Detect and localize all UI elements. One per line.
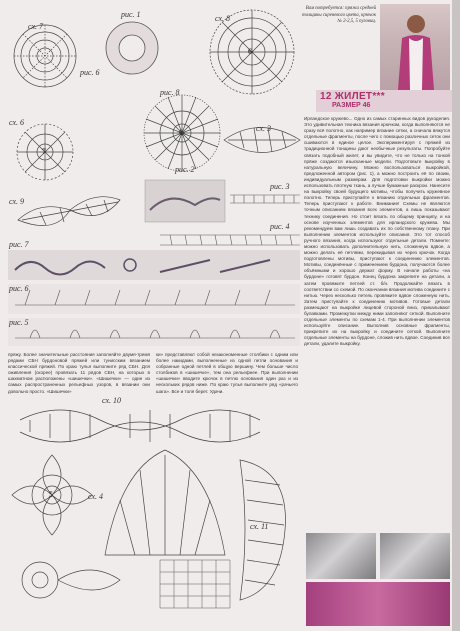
label-ris7: рис. 7: [9, 240, 29, 249]
photo-finished-vest: [306, 582, 450, 626]
motif-number-7: 7: [42, 147, 46, 156]
motif-number-6-centre: 6: [179, 128, 183, 137]
model-photo: [380, 4, 450, 90]
label-ris4: рис. 4: [270, 222, 290, 231]
label-sx11: сх. 11: [250, 522, 269, 531]
label-sx4: сх. 4: [88, 492, 103, 501]
stitch-sequence-ris5: [8, 318, 300, 346]
label-ris8: рис. 8: [160, 88, 180, 97]
instructions-middle-column: ки» представляют собой незакономенные столбики с одним или более накидами, выполненные из одной петли основания и собранные одной петлей в общую вершину. Чем больше число столбиков в «шишечке», тем она рельефнее. При выполнении «шишечки» вводите крючок в петлю основания один раз и из нескольких рядов ниже. По краю тулья выполните ряд «рачьего шага». Все и толя берет. Удачи.: [156, 352, 298, 394]
label-ris6: рис. 6: [80, 68, 100, 77]
motif-leaf-fan: [105, 450, 225, 555]
model-silhouette: [380, 4, 450, 90]
label-ris5: рис. 5: [9, 318, 29, 327]
motif-number-5: 5: [49, 490, 53, 499]
instructions-left-column: пряжу. Более значительные расстояния заполняйте двумя-тремя рядами СБН бурдоновой пряжей или тунисским вязанием классической пряжей. По краю тулья выполните ряд СБН. Для оживления (скорее) провязать 11 рядов СБН, на которых в шахматном расположены «шишечки». «Шишечки» — один из самых распространенных рельефных узоров, в вязании они довольно просто. «Шишечки»: [8, 352, 150, 394]
mesh-grid: [160, 560, 230, 608]
stitch-sequence-ris6: [8, 284, 300, 314]
photo-step-left: [306, 533, 376, 579]
motif-leaves-9: [18, 197, 120, 226]
motif-spiral-7: [14, 25, 76, 87]
title-block: [316, 90, 452, 112]
label-ris1: рис. 1: [121, 10, 141, 19]
label-sx6: сх. 6: [9, 118, 24, 127]
label-ris2: рис. 2: [175, 165, 195, 174]
materials-note: Вам потребуется: пряжа средней толщины сиреневого цвета, крючок № 2-2,5, 5 пуговиц.: [302, 6, 376, 25]
motif-braid-10: [20, 410, 260, 442]
label-ris3: рис. 3: [270, 182, 290, 191]
label-sx9: сх. 9: [9, 197, 24, 206]
photo-step-right: [380, 533, 450, 579]
label-sx8: сх. 8: [215, 14, 230, 23]
motif-ring-chain: [22, 562, 120, 598]
instructions-right-column: Ирландское кружево... Одно из самых старинных видов рукоделия. Это удивительная техника вязания крючком, когда выполняются не сразу всё полотно, как например вязание сетки, а сначала вяжутся отдельные фрагменты, после чего с помощью различных сеток они сшиваются в единое целое. Экспериментируя с пряжей из традиционной тонщины дают необычные результаты. Попробуйте связать подобный жилет, и вы увидите, что не только на тонкой пряже создаются изысканные модели. Подготовьте выкройку в натуральную величину. Можно воспользоваться выкройкой, предложенной автором (рис. 1), а можно построить её по своим, индивидуальным размерам. Для подготовки выкройки можно использовать плотную ткань, а лучше бумажные раскрои. Нанесите на выкройку своей будущего мотивы, чтобы получить кружевное полотно. Теперь приступайте к вязанию отдельных фрагментов. Теперь приступают к работе. Внимание! Схемы не являются точным описанием вязания всех элементов, а лишь показывают технику соединения. Но стоит вязать по общему принципу, и на основе изученных элементов для ирландского кружева. Мы рекомендуем вам лишь создавать их по собственному плану. При выполнении элементов используйте описания. Это тот способ ручного вязания, когда используют отдельные детали. Помните: можно использовать дополнительную нить, сложенную вдвое, а можно делать её петлями, перекидывая их через крючок. Когда подготовлены мотивы, приступают к соединению элементов. Мотивы, соединённые с применением бурдона, получаются более объёмными и хорошо держат форму. В начале работы «на бурдоне» готовят бурдон. Конец бурдона закрепите на детали, а затем провяжите петлей ст. б/н. Продолжайте вязать в соответствии со схемой. По окончании вязания мотива соедините с нитью. Через несколько петель провяжите вдвое сложенную нить. Затем приступайте к соединению мотивов. Готовые детали размещают на выкройке лицевой стороной вниз, прикалывают булавками. Промежутки между ними заполняют сеткой. Выполните отдельные элементы по схемам 1-4. При выполнении элементов используйте описание. Выполнив основные фрагменты, прикрепите их на выкройку и соедините сеткой. Выполните отдельные элементы на бурдоне, сложив нить вдвое. Соединив все детали, удалите выкройку.: [304, 116, 450, 347]
label-sx7: сх. 7: [28, 22, 43, 31]
label-sx3: сх. 3: [256, 124, 271, 133]
vest-size: РАЗМЕР 46: [332, 102, 371, 109]
ring-template: [106, 22, 158, 74]
photo-crochet-work: [145, 180, 225, 222]
vest-title: 12 ЖИЛЕТ***: [320, 91, 385, 102]
photo-row-ris7: [8, 250, 300, 280]
label-ris6-b: рис. 6: [9, 284, 29, 293]
label-sx10: сх. 10: [102, 396, 121, 405]
motif-number-6: 6: [248, 47, 252, 56]
